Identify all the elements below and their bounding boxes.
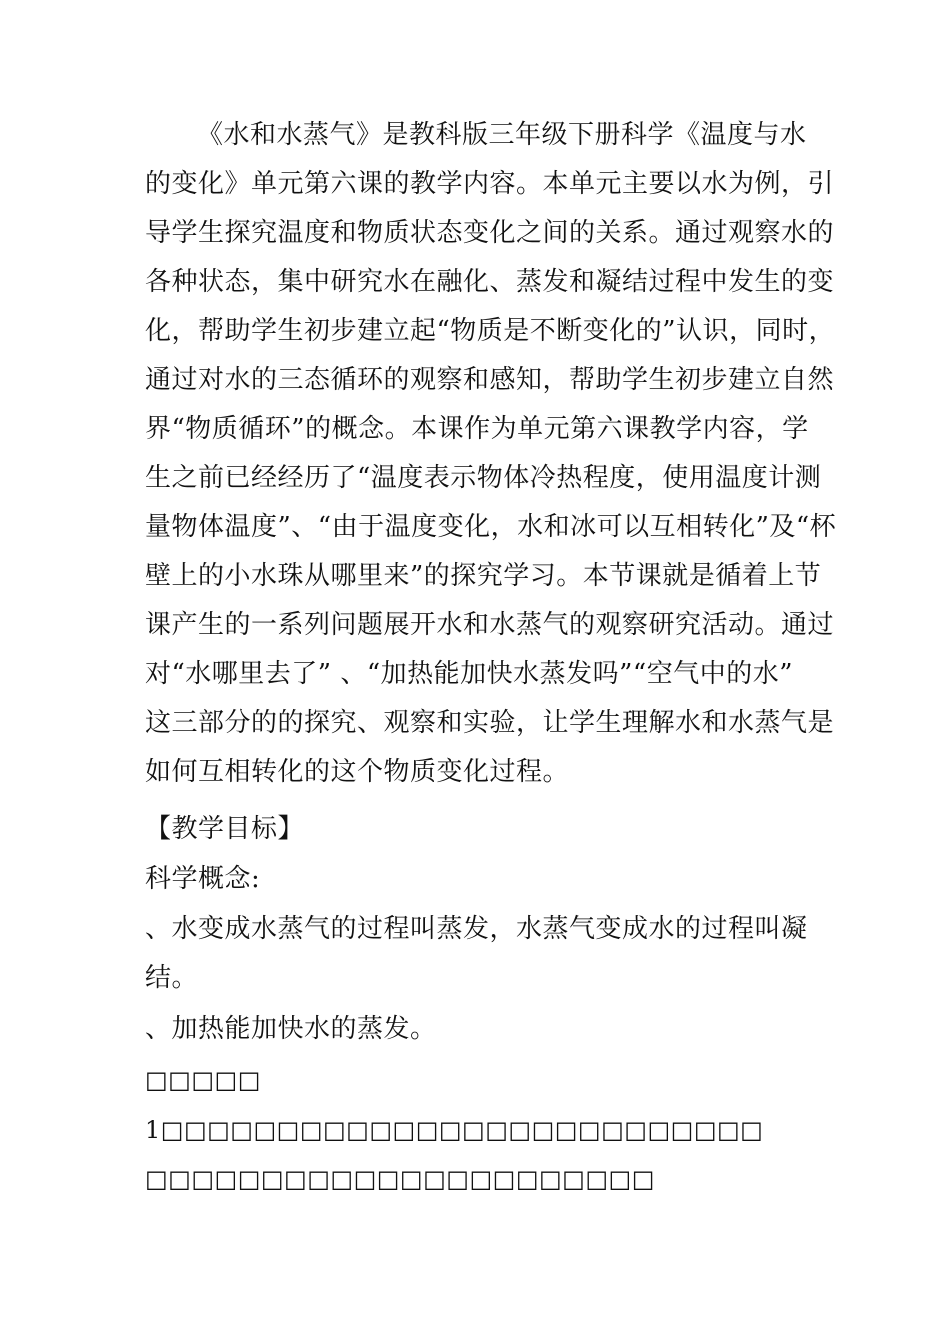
- paragraph-line: 的变化》单元第六课的教学内容。本单元主要以水为例，引: [145, 169, 835, 199]
- garbled-line: □□□□□: [145, 1066, 261, 1094]
- paragraph-line: 《水和水蒸气》是教科版三年级下册科学《温度与水: [197, 120, 807, 150]
- paragraph-line: 导学生探究温度和物质状态变化之间的关系。通过观察水的: [145, 218, 835, 248]
- paragraph-line: 通过对水的三态循环的观察和感知，帮助学生初步建立自然: [145, 365, 835, 395]
- concept-item: 结。: [145, 963, 199, 993]
- paragraph-line: 生之前已经经历了“温度表示物体冷热程度，使用温度计测: [145, 463, 822, 493]
- garbled-line: 1□□□□□□□□□□□□□□□□□□□□□□□□□□: [145, 1116, 764, 1144]
- paragraph-line: 界“物质循环”的概念。本课作为单元第六课教学内容，学: [145, 414, 809, 444]
- paragraph-line: 对“水哪里去了” 、“加热能加快水蒸发吗”“空气中的水”: [145, 659, 794, 689]
- paragraph-line: 课产生的一系列问题展开水和水蒸气的观察研究活动。通过: [145, 610, 835, 640]
- paragraph-line: 各种状态，集中研究水在融化、蒸发和凝结过程中发生的变: [145, 267, 835, 297]
- concept-item: 、加热能加快水的蒸发。: [145, 1014, 437, 1044]
- concept-label: 科学概念:: [145, 864, 261, 894]
- garbled-line: □□□□□□□□□□□□□□□□□□□□□□: [145, 1165, 655, 1193]
- paragraph-line: 这三部分的的探究、观察和实验，让学生理解水和水蒸气是: [145, 708, 835, 738]
- paragraph-line: 如何互相转化的这个物质变化过程。: [145, 757, 570, 787]
- paragraph-line: 化，帮助学生初步建立起“物质是不断变化的”认识，同时，: [145, 316, 836, 346]
- paragraph-line: 量物体温度”、“由于温度变化，水和冰可以互相转化”及“杯: [145, 512, 837, 542]
- concept-item: 、水变成水蒸气的过程叫蒸发，水蒸气变成水的过程叫凝: [145, 914, 808, 944]
- section-heading: 【教学目标】: [145, 814, 305, 844]
- paragraph-line: 壁上的小水珠从哪里来”的探究学习。本节课就是循着上节: [145, 561, 822, 591]
